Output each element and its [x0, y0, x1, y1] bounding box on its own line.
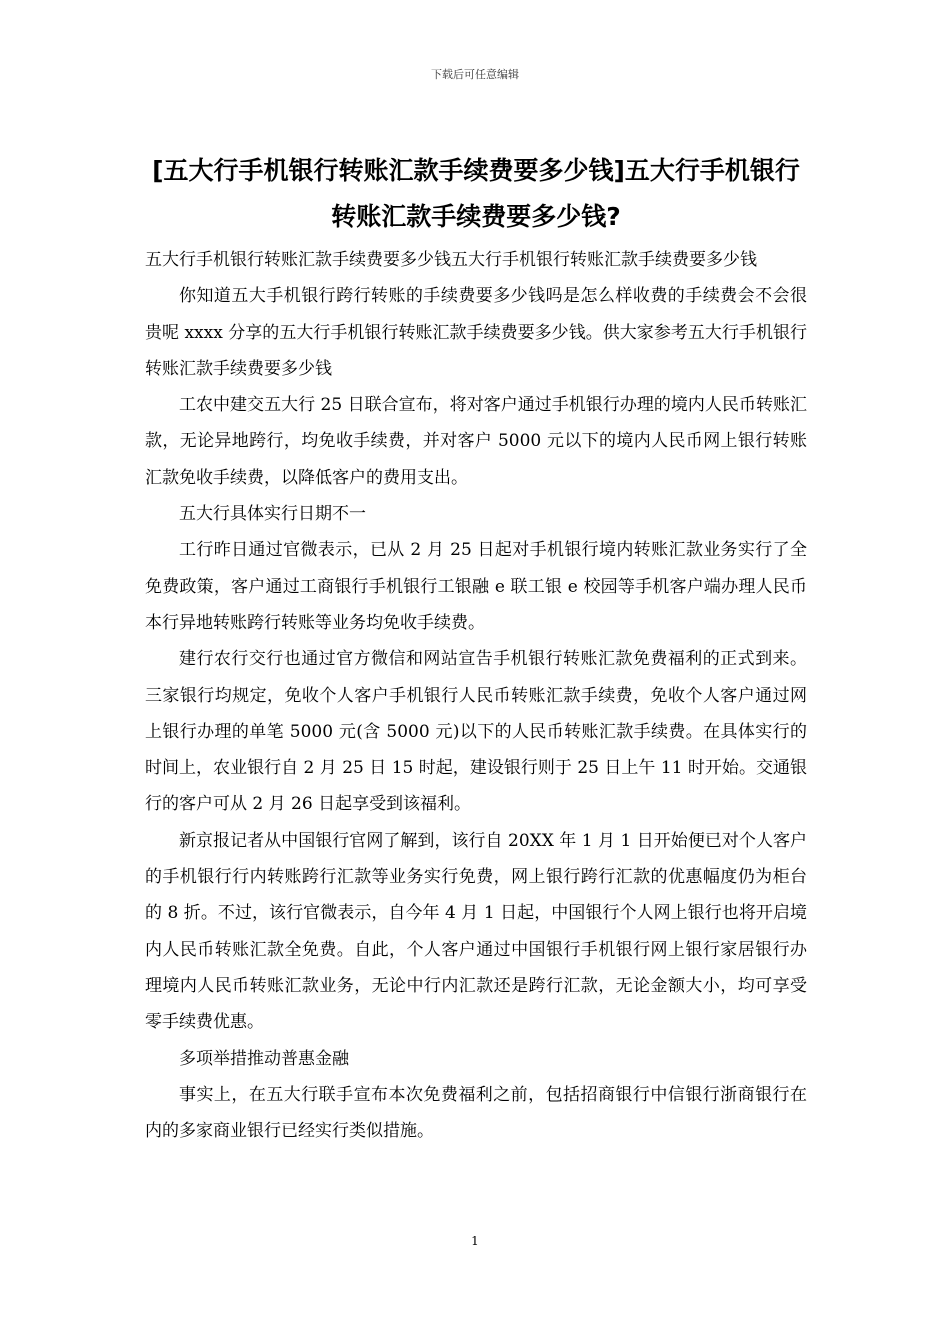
header-note: 下载后可任意编辑: [431, 68, 519, 81]
paragraph-other-banks: 事实上，在五大行联手宣布本次免费福利之前，包括招商银行中信银行浙商银行在内的多家商业银行已经实行类似措施。: [145, 1084, 807, 1142]
document-body: [145, 148, 807, 1149]
section-heading-inclusive-finance: 多项举措推动普惠金融: [179, 1048, 349, 1069]
title-line-2: 转账汇款手续费要多少钱?: [331, 202, 621, 231]
paragraph-boc: 新京报记者从中国银行官网了解到，该行自 20XX 年 1 月 1 日开始便已对个人客户的手机银行行内转账跨行汇款等业务实行免费，网上银行跨行汇款的优惠幅度仍为柜台的 8 折。不过，该行官微表示，自今年 4 月 1 日起，中国银行个人网上银行也将开启境内人民币转账汇款全免费。自此，个人客户通过中国银行手机银行网上银行家居银行办理境内人民币转账汇款业务，无论中行内汇款还是跨行汇款，无论金额大小，均可享受零手续费优惠。: [145, 830, 807, 1033]
page-number: 1: [471, 1234, 479, 1248]
paragraph-ccb-abc-bocom: 建行农行交行也通过官方微信和网站宣告手机银行转账汇款免费福利的正式到来。三家银行均规定，免收个人客户手机银行人民币转账汇款手续费，免收个人客户通过网上银行办理的单笔 5000 元(含 5000 元)以下的人民币转账汇款手续费。在具体实行的时间上，农业银行自 2 月 25 日 15 时起，建设银行则于 25 日上午 11 时开始。交通银行的客户可从 2 月 26 日起享受到该福利。: [145, 649, 807, 815]
title-line-1: [五大行手机银行转账汇款手续费要多少钱]五大行手机银行: [152, 156, 800, 185]
paragraph-summary: 五大行手机银行转账汇款手续费要多少钱五大行手机银行转账汇款手续费要多少钱: [145, 250, 757, 270]
paragraph-intro: 你知道五大手机银行跨行转账的手续费要多少钱吗是怎么样收费的手续费会不会很贵呢 xxxx 分享的五大行手机银行转账汇款手续费要多少钱。供大家参考五大行手机银行转账汇款手续费要多少钱: [145, 286, 807, 379]
paragraph-announcement: 工农中建交五大行 25 日联合宣布，将对客户通过手机银行办理的境内人民币转账汇款，无论异地跨行，均免收手续费，并对客户 5000 元以下的境内人民币网上银行转账汇款免收手续费，以降低客户的费用支出。: [145, 395, 807, 488]
paragraph-icbc: 工行昨日通过官微表示，已从 2 月 25 日起对手机银行境内转账汇款业务实行了全免费政策，客户通过工商银行手机银行工银融 e 联工银 e 校园等手机客户端办理人民币本行异地转账跨行转账等业务均免收手续费。: [145, 540, 807, 633]
document-title: [145, 148, 807, 240]
section-heading-dates: 五大行具体实行日期不一: [179, 504, 366, 525]
